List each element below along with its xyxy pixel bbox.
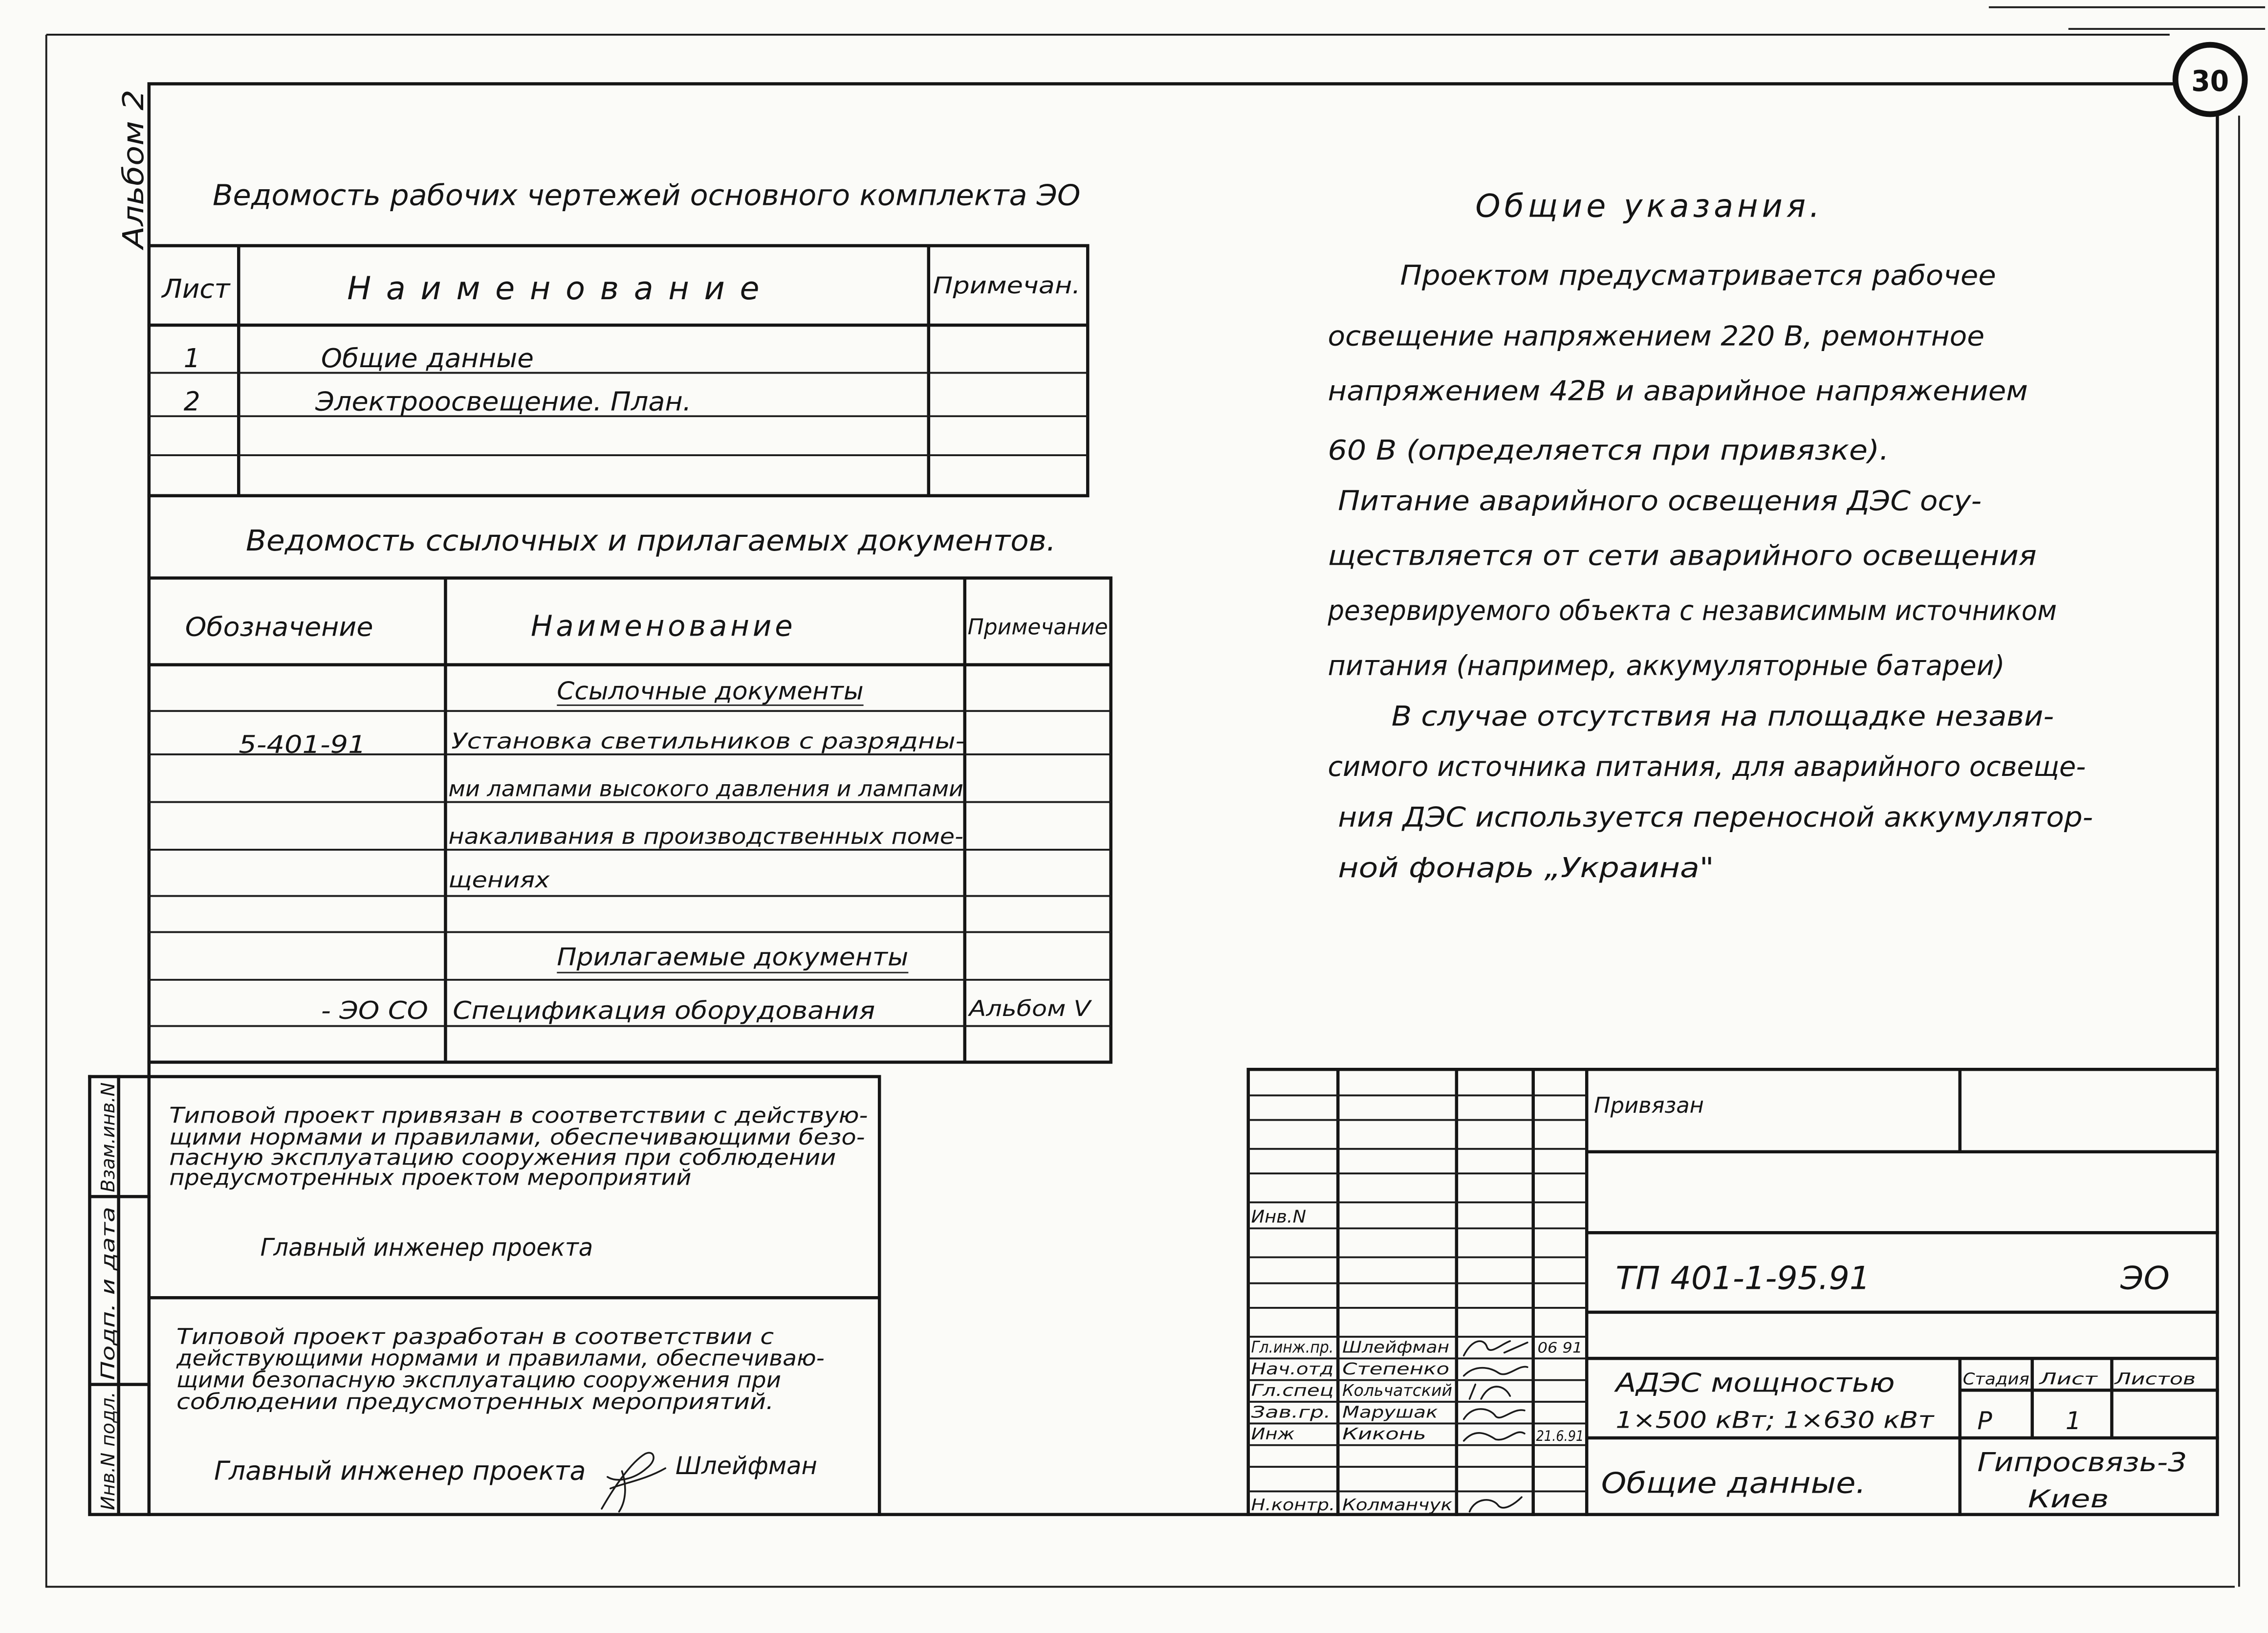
binding-statement-line: предусмотренных проектом мероприятий [169,1165,692,1191]
signatory-name: Киконь [1342,1424,1426,1443]
sheet-number: 30 [2191,64,2229,98]
general-notes-line: ществляется от сети аварийного освещения [1328,540,2037,572]
documents-list-title: Ведомость ссылочных и прилагаемых документов. [246,524,1056,558]
title-block-stage: Р [1977,1406,1992,1435]
signatory-role: Нач.отд [1251,1359,1334,1378]
documents-header-name: Наименование [531,609,793,643]
general-notes-line: ния ДЭС используется переносной аккумулятор- [1338,801,2093,834]
general-notes-line: питания (например, аккумуляторные батареи) [1328,650,2005,682]
general-notes-line: В случае отсутствия на площадке незави- [1391,700,2054,732]
general-notes-line: 60 В (определяется при привязке). [1328,434,1889,466]
drawings-header-note: Примечан. [933,272,1081,300]
attached-name: Спецификация оборудования [453,995,875,1025]
signatory-name: Кольчатский [1342,1381,1453,1400]
development-chief-engineer-label: Главный инженер проекта [214,1456,586,1486]
signatory-name: Степенко [1342,1359,1450,1378]
signatory-date: 06 91 [1537,1339,1583,1356]
drawings-row-sheet: 1 [183,343,200,374]
signatory-name: Колманчук [1342,1495,1453,1514]
binding-chief-engineer-label: Главный инженер проекта [260,1233,593,1262]
development-statement-line: щими безопасную эксплуатацию сооружения при [176,1368,781,1393]
signatory-date: 21.6.91 [1536,1427,1584,1444]
title-block-set-code: ЭО [2120,1260,2170,1297]
signatory-name: Шлейфман [1342,1338,1450,1357]
signatory-role: Гл.спец [1251,1381,1334,1400]
title-block-organization: Гипросвязь-3 [1977,1447,2187,1478]
general-notes-line: ной фонарь „Украина" [1338,852,1714,884]
referenced-name-line: ми лампами высокого давления и лампами [448,776,963,802]
title-block-object-name: АДЭС мощностью [1614,1368,1895,1398]
signatory-role: Н.контр. [1251,1495,1335,1514]
referenced-section-heading: Ссылочные документы [557,676,864,706]
referenced-name-line: накаливания в производственных поме- [448,824,963,850]
referenced-name-line: Установка светильников с разрядны- [451,729,965,754]
documents-header-note: Примечание [967,615,1108,640]
signatory-role: Зав.гр. [1251,1403,1331,1422]
drawings-row-sheet: 2 [183,386,200,417]
drawings-list-title: Ведомость рабочих чертежей основного комплекта ЭО [213,178,1081,212]
general-notes-line: Проектом предусматривается рабочее [1400,260,1996,292]
side-stamp-original-inv: Инв.N подл. [97,1392,119,1510]
drawings-row-name: Общие данные [321,343,534,374]
general-notes-line: Питание аварийного освещения ДЭС осу- [1338,485,1982,517]
title-block-sheet-header: Лист [2039,1369,2098,1389]
documents-header-designation: Обозначение [185,612,373,642]
attached-designation: - ЭО СО [321,995,428,1025]
referenced-name-line: щениях [448,867,550,893]
general-notes-line: резервируемого объекта с независимым источником [1327,595,2057,627]
title-block-sheet-title: Общие данные. [1601,1466,1866,1500]
development-statement-line: соблюдении предусмотренных мероприятий. [176,1389,774,1414]
title-block-object-capacity: 1×500 кВт; 1×630 кВт [1615,1407,1935,1434]
binding-statement-line: Типовой проект привязан в соответствии с действую- [169,1103,868,1128]
signatory-role: Гл.инж.пр. [1251,1338,1334,1357]
side-stamp-replacement-inv: Взам.инв.N [97,1082,119,1192]
album-label: Альбом 2 [116,108,150,249]
development-statement-line: действующими нормами и правилами, обеспечиваю- [175,1346,825,1371]
referenced-designation: 5-401-91 [239,729,366,759]
title-block-city: Киев [2028,1484,2109,1513]
title-block-inv-label: Инв.N [1251,1207,1307,1227]
title-block-project-code: ТП 401-1-95.91 [1615,1260,1871,1297]
title-block-stage-header: Стадия [1963,1369,2029,1389]
general-notes-title: Общие указания. [1475,188,1820,225]
signatory-role: Инж [1251,1424,1295,1443]
drawings-header-name: Наименование [347,270,760,307]
attached-section-heading: Прилагаемые документы [557,942,909,971]
signatory-name: Марушак [1342,1403,1438,1422]
binding-statement-line: щими нормами и правилами, обеспечивающими безо- [169,1125,865,1150]
side-stamp-signature-date: Подп. и дата [97,1252,119,1380]
drawings-row-name: Электроосвещение. План. [315,386,692,417]
development-chief-engineer-name: Шлейфман [675,1451,817,1480]
binding-statement-line: пасную эксплуатацию сооружения при соблюдении [169,1145,836,1170]
title-block-bound-label: Привязан [1594,1093,1704,1118]
title-block-sheets-header: Листов [2114,1369,2196,1389]
attached-note: Альбом V [967,996,1092,1021]
general-notes-line: напряжением 42В и аварийное напряжением [1328,375,2028,407]
drawings-header-sheet: Лист [161,273,231,304]
title-block-sheet: 1 [2065,1406,2081,1435]
development-statement-line: Типовой проект разработан в соответствии с [176,1324,774,1349]
general-notes-line: освещение напряжением 220 В, ремонтное [1328,320,1984,353]
general-notes-line: симого источника питания, для аварийного освеще- [1328,751,2086,783]
